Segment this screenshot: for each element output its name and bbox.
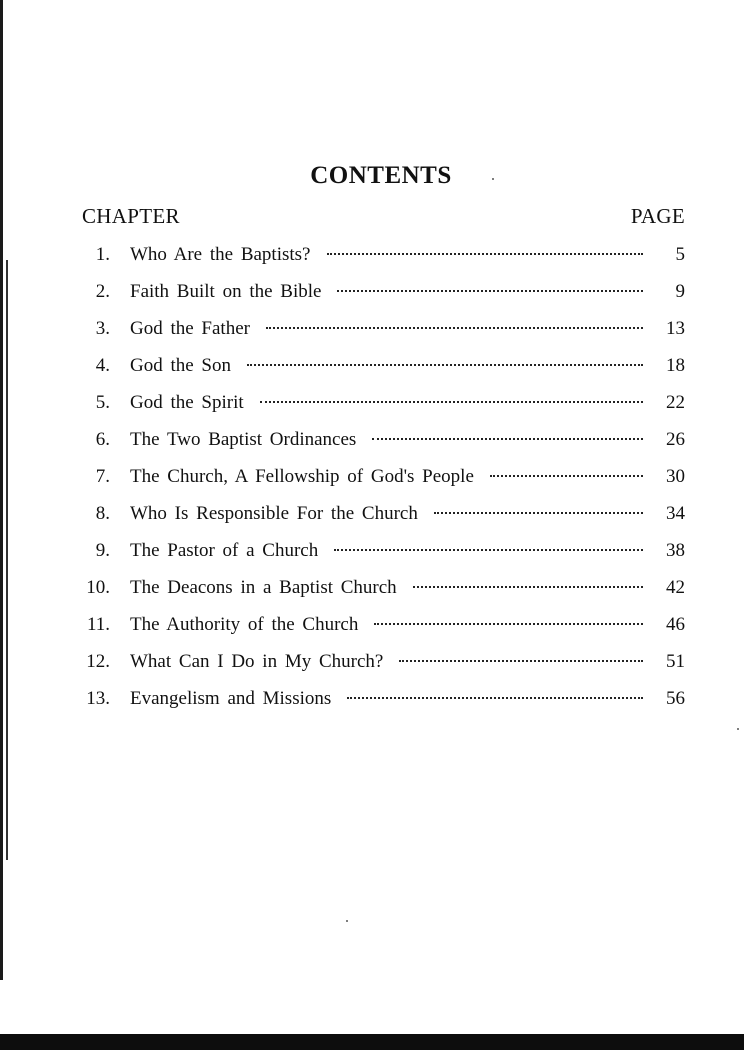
dot-leader <box>399 660 643 662</box>
chapter-line <box>130 606 685 643</box>
page-number: 22 <box>666 392 685 413</box>
chapter-number: 13. <box>86 688 110 709</box>
chapter-number: 9. <box>95 540 110 561</box>
scan-speck <box>346 920 348 922</box>
page-number: 46 <box>666 614 685 635</box>
page-number: 5 <box>675 244 685 265</box>
page-number: 13 <box>666 318 685 339</box>
chapter-number: 7. <box>95 466 110 487</box>
toc-entry <box>0 236 744 273</box>
toc-entry <box>0 384 744 421</box>
toc-entry <box>0 458 744 495</box>
chapter-number: 1. <box>95 244 110 265</box>
chapter-line <box>130 643 685 680</box>
toc-entry <box>0 495 744 532</box>
chapter-line <box>130 236 685 273</box>
dot-leader <box>372 438 643 440</box>
toc-entry <box>0 421 744 458</box>
chapter-number: 5. <box>95 392 110 413</box>
dot-leader <box>413 586 643 588</box>
chapter-line <box>130 680 685 717</box>
chapter-number: 12. <box>86 651 110 672</box>
toc-entry <box>0 273 744 310</box>
chapter-number: 2. <box>95 281 110 302</box>
dot-leader <box>374 623 643 625</box>
chapter-line <box>130 458 685 495</box>
toc-entry <box>0 569 744 606</box>
dot-leader <box>247 364 643 366</box>
scan-speck <box>492 178 494 180</box>
dot-leader <box>434 512 643 514</box>
chapter-title: God the Spirit <box>130 392 244 413</box>
chapter-title: God the Son <box>130 355 231 376</box>
chapter-line <box>130 384 685 421</box>
chapter-title: God the Father <box>130 318 250 339</box>
chapter-line <box>130 273 685 310</box>
dot-leader <box>337 290 643 292</box>
dot-leader <box>347 697 643 699</box>
chapter-line <box>130 495 685 532</box>
chapter-line <box>130 569 685 606</box>
page-number: 26 <box>666 429 685 450</box>
chapter-line <box>130 347 685 384</box>
chapter-title: The Deacons in a Baptist Church <box>130 577 397 598</box>
page-number: 30 <box>666 466 685 487</box>
toc-entry <box>0 532 744 569</box>
toc-list <box>0 236 744 717</box>
chapter-title: Who Is Responsible For the Church <box>130 503 418 524</box>
toc-entry <box>0 606 744 643</box>
page-number: 18 <box>666 355 685 376</box>
chapter-line <box>130 421 685 458</box>
page-number: 42 <box>666 577 685 598</box>
chapter-title: Evangelism and Missions <box>130 688 332 709</box>
dot-leader <box>327 253 644 255</box>
chapter-number: 8. <box>95 503 110 524</box>
chapter-line <box>130 310 685 347</box>
chapter-line <box>130 532 685 569</box>
toc-entry <box>0 643 744 680</box>
page-number: 34 <box>666 503 685 524</box>
chapter-column-header: CHAPTER <box>82 204 180 228</box>
page-number: 51 <box>666 651 685 672</box>
toc-entry <box>0 347 744 384</box>
dot-leader <box>260 401 643 403</box>
dot-leader <box>266 327 643 329</box>
toc-entry <box>0 680 744 717</box>
chapter-number: 6. <box>95 429 110 450</box>
chapter-title: The Pastor of a Church <box>130 540 319 561</box>
chapter-number: 10. <box>86 577 110 598</box>
chapter-number: 4. <box>95 355 110 376</box>
page-column-header: PAGE <box>630 204 685 228</box>
chapter-title: Faith Built on the Bible <box>130 281 322 302</box>
chapter-title: The Church, A Fellowship of God's People <box>130 466 474 487</box>
scan-bottom-edge <box>0 1034 744 1050</box>
toc-entry <box>0 310 744 347</box>
page-number: 9 <box>675 281 685 302</box>
chapter-title: What Can I Do in My Church? <box>130 651 384 672</box>
chapter-number: 3. <box>95 318 110 339</box>
chapter-title: The Two Baptist Ordinances <box>130 429 357 450</box>
contents-title: CONTENTS <box>310 162 452 189</box>
chapter-title: The Authority of the Church <box>130 614 359 635</box>
dot-leader <box>490 475 643 477</box>
page-number: 56 <box>666 688 685 709</box>
scan-speck <box>737 728 739 730</box>
dot-leader <box>334 549 643 551</box>
chapter-number: 11. <box>86 614 110 635</box>
chapter-title: Who Are the Baptists? <box>130 244 311 265</box>
page-number: 38 <box>666 540 685 561</box>
